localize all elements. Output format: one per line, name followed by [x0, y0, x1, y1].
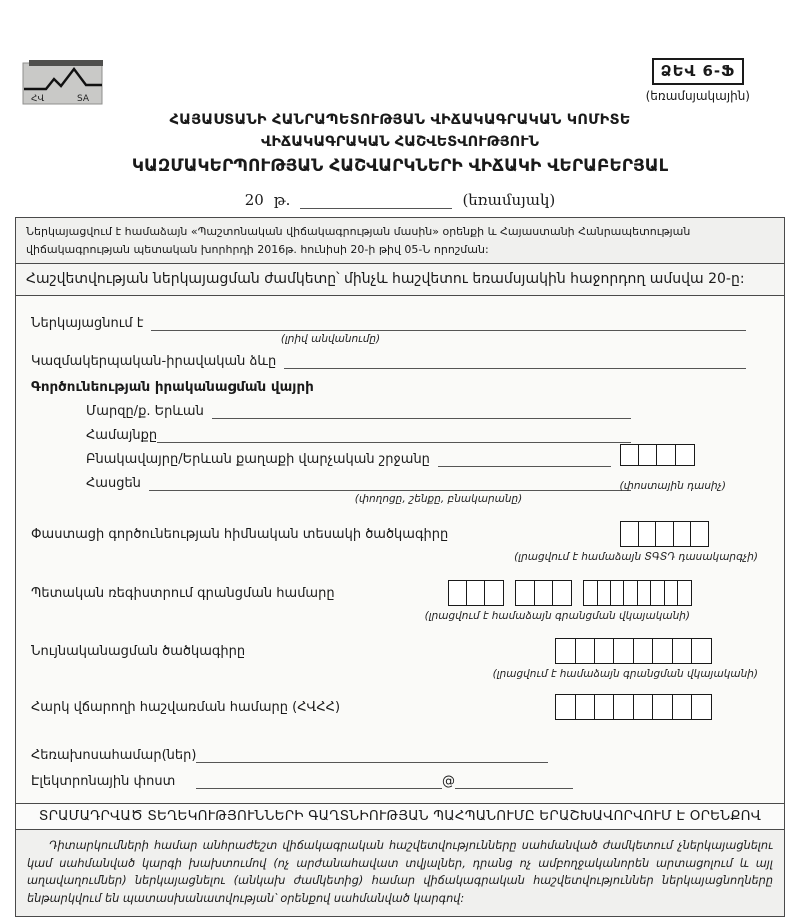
code-cell[interactable] — [672, 694, 693, 720]
code-cell[interactable] — [555, 638, 576, 664]
code-cell[interactable] — [613, 694, 634, 720]
legal-basis-note: Ներկայացվում է համաձայն «Պաշտոնական վիճակագրության մասին» օրենքի և Հայաստանի Հանրապետության վիճակագրության պետական խորհրդի 2016թ. հունիսի 20-ի թիվ 05-Ն որոշման: — [15, 217, 785, 264]
presented-by-caption: (լրիվ անվանումը) — [280, 333, 381, 346]
registry-number-cells — [448, 580, 692, 606]
legal-form-row — [31, 352, 770, 369]
year-prefix: 20 — [244, 191, 264, 209]
tin-label: Հարկ վճարողի հաշվառման համարը (ՀՎՀՀ) — [31, 699, 341, 715]
code-cell[interactable] — [620, 444, 640, 466]
year-input[interactable] — [300, 192, 452, 209]
form-sheet — [15, 217, 785, 917]
code-cell[interactable] — [552, 580, 572, 606]
code-cell[interactable] — [466, 580, 486, 606]
code-cell[interactable] — [673, 521, 692, 547]
legal-form-label: Կազմակերպական-իրավական ձևը — [31, 354, 277, 370]
identification-code-row — [31, 638, 770, 664]
identification-code-cells — [555, 638, 712, 664]
code-cell[interactable] — [633, 694, 654, 720]
postal-code-block — [620, 444, 727, 492]
registry-group-2 — [515, 580, 572, 606]
legal-form-input[interactable] — [284, 352, 746, 369]
presented-by-input[interactable] — [151, 314, 746, 331]
code-cell[interactable] — [675, 444, 695, 466]
activity-code-row — [31, 521, 770, 547]
code-cell[interactable] — [575, 638, 596, 664]
community-row — [86, 426, 631, 443]
tin-row — [31, 694, 770, 720]
code-cell[interactable] — [652, 638, 673, 664]
email-domain-input[interactable] — [455, 772, 573, 789]
presented-by-label: Ներկայացնում է — [31, 316, 144, 332]
location-section-header: Գործունեության իրականացման վայրի — [31, 379, 314, 396]
code-cell[interactable] — [484, 580, 504, 606]
email-row — [31, 772, 770, 789]
title-subject: ԿԱԶՄԱԿԵՐՊՈՒԹՅԱՆ ՀԱՇՎԱՐԿՆԵՐԻ ՎԻՃԱԿԻ ՎԵՐԱԲԵՐՅԱԼ — [131, 156, 669, 176]
identification-code-caption: (լրացվում է համաձայն գրանցման վկայականի) — [492, 668, 758, 681]
period-caption: (եռամսյակ) — [462, 191, 556, 209]
tin-cells — [555, 694, 712, 720]
code-cell[interactable] — [534, 580, 554, 606]
community-input[interactable] — [157, 426, 631, 443]
registry-group-3 — [583, 580, 692, 606]
address-label: Հասցեն — [86, 476, 141, 492]
code-cell[interactable] — [638, 521, 657, 547]
region-input[interactable] — [212, 402, 631, 419]
address-row — [86, 474, 631, 491]
postal-code-cells — [620, 444, 727, 466]
code-cell[interactable] — [575, 694, 596, 720]
email-label: Էլեկտրոնային փոստ — [31, 774, 176, 790]
activity-code-label: Փաստացի գործունեության հիմնական տեսակի ծածկագիրը — [31, 526, 449, 542]
logo-left-text: ՀՎ — [31, 94, 45, 104]
code-cell[interactable] — [594, 694, 615, 720]
report-period-row — [0, 191, 800, 209]
requisites-section — [15, 295, 785, 804]
armstat-logo-graphic — [22, 58, 104, 106]
email-at-sign: @ — [442, 774, 455, 790]
code-cell[interactable] — [655, 521, 674, 547]
settlement-row — [86, 450, 631, 467]
code-cell[interactable] — [638, 444, 658, 466]
registry-number-label: Պետական ռեգիստրում գրանցման համարը — [31, 585, 335, 601]
phone-row — [31, 746, 770, 763]
code-cell[interactable] — [620, 521, 639, 547]
phone-label: Հեռախոսահամար(ներ) — [31, 748, 197, 764]
confidentiality-banner: ՏՐԱՄԱԴՐՎԱԾ ՏԵՂԵԿՈՒԹՅՈՒՆՆԵՐԻ ԳԱՂՏՆԻՈՒԹՅԱՆ ՊԱՀՊԱՆՈՒՄԸ ԵՐԱՇԽԱՎՈՐՎՈՒՄ Է ՕՐԵՆՔՈՎ — [15, 803, 785, 830]
code-cell[interactable] — [691, 638, 712, 664]
armstat-logo — [22, 58, 104, 106]
email-local-input[interactable] — [196, 772, 442, 789]
logo-right-text: SA — [77, 94, 90, 104]
code-cell[interactable] — [515, 580, 535, 606]
code-cell[interactable] — [594, 638, 615, 664]
code-cell[interactable] — [656, 444, 676, 466]
region-row — [86, 402, 631, 419]
code-cell[interactable] — [677, 580, 692, 606]
title-committee: ՀԱՅԱՍՏԱՆԻ ՀԱՆՐԱՊԵՏՈՒԹՅԱՆ ՎԻՃԱԿԱԳՐԱԿԱՆ ԿՈՄԻՏԵ — [169, 112, 631, 128]
code-cell[interactable] — [652, 694, 673, 720]
postal-code-caption: (փոստային դասիչ) — [619, 480, 726, 493]
region-label: Մարզը/ք. Երևան — [86, 404, 204, 420]
code-cell[interactable] — [691, 694, 712, 720]
registry-number-caption: (լրացվում է համաձայն գրանցման վկայականի) — [424, 610, 690, 623]
registry-number-row — [31, 580, 770, 606]
registry-group-1 — [448, 580, 505, 606]
code-cell[interactable] — [690, 521, 709, 547]
form-code-badge: ՁԵՎ 6-Ֆ — [652, 58, 744, 85]
presented-by-row — [31, 314, 770, 331]
liability-note-text: Դիտարկումների համար անհրաժեշտ վիճակագրական հաշվետվությունները սահմանված ժամկետում չներկայացնելու կամ սահմանված կարգի խախտումով (ոչ արժանահավատ տվյալներ, դրանց ոչ ամբողջականորեն արտացոլում և այլ աղավաղումներ) ներկայացնելու (անկախ ժամկետից) համար վիճակագրական հաշվետվություններ ներկայացնողները ենթարկվում են պատասխանատվության՝ օրենքով սահմանված կարգով: — [27, 839, 773, 905]
year-suffix: թ. — [273, 191, 291, 209]
community-label: Համայնքը — [86, 428, 158, 444]
location-block — [86, 402, 631, 505]
identification-code-label: Նույնականացման ծածկագիրը — [31, 643, 246, 659]
address-caption: (փողոցը, շենքը, բնակարանը) — [354, 493, 523, 506]
form-code-block — [646, 58, 750, 103]
address-input[interactable] — [149, 474, 631, 491]
code-cell[interactable] — [555, 694, 576, 720]
activity-code-cells — [620, 521, 709, 547]
settlement-label: Բնակավայրը/Երևան քաղաքի վարչական շրջանը — [86, 452, 430, 468]
deadline-note: Հաշվետվության ներկայացման ժամկետը՝ մինչև հաշվետու եռամսյակին հաջորդող ամսվա 20-ը: — [15, 263, 785, 296]
liability-note-box — [15, 829, 785, 917]
title-report-type: ՎԻՃԱԿԱԳՐԱԿԱՆ ՀԱՇՎԵՏՎՈՒԹՅՈՒՆ — [261, 134, 539, 150]
phone-input[interactable] — [196, 746, 548, 763]
code-cell[interactable] — [633, 638, 654, 664]
code-cell[interactable] — [448, 580, 468, 606]
settlement-input[interactable] — [438, 450, 611, 467]
code-cell[interactable] — [672, 638, 693, 664]
activity-code-caption: (լրացվում է համաձայն ՏԳՏԴ դասակարգչի) — [514, 551, 758, 564]
code-cell[interactable] — [613, 638, 634, 664]
form-code-caption: (եռամսյակային) — [645, 89, 750, 103]
